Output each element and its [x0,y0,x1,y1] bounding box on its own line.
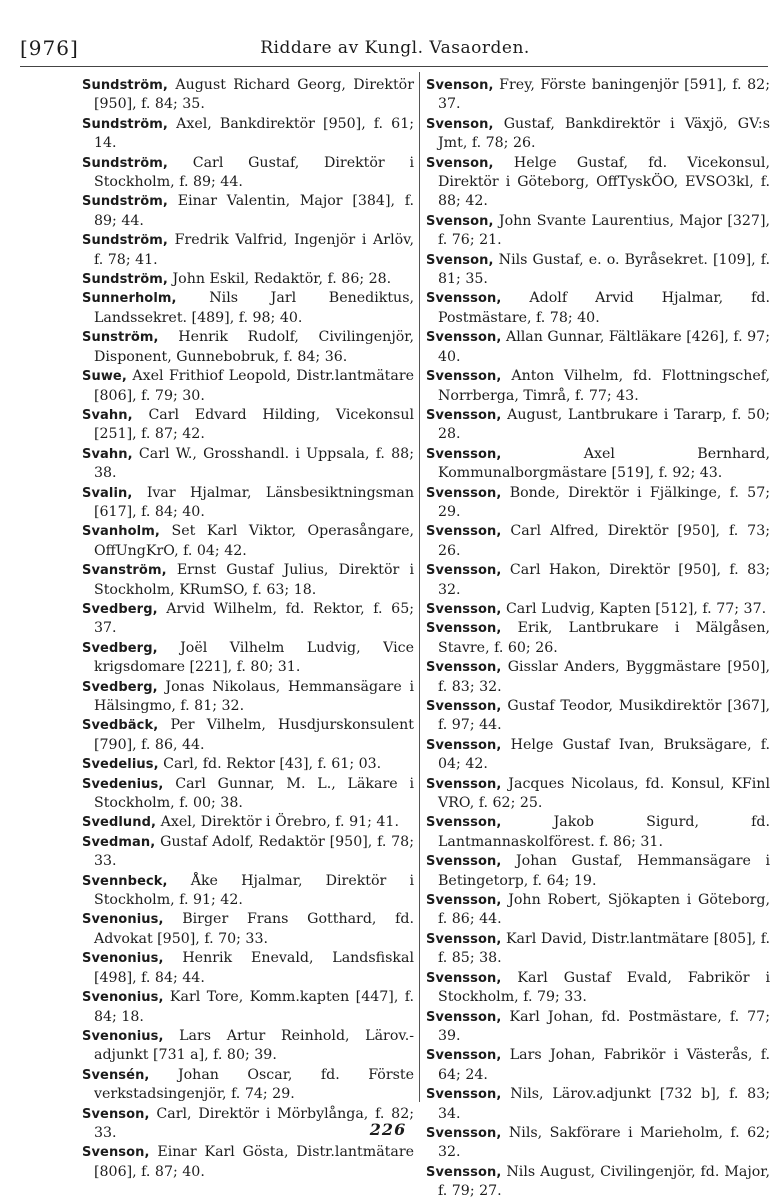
directory-entry [82,639,414,678]
directory-entry [426,1163,770,1202]
entry-details: Set Karl Viktor, Operasångare, OffUngKrO, f. 04; 42. [94,523,414,559]
entry-details: Axel, Direktör i Örebro, f. 91; 41. [160,814,399,831]
entry-surname: Svensson, [426,660,502,676]
entry-surname: Svensson, [426,1164,502,1180]
directory-entry [82,833,414,872]
entry-details: Frey, Förste baningenjör [591], f. 82; 37. [438,77,770,113]
directory-entry [426,930,770,969]
entry-details: Henrik Rudolf, Civilingenjör, Disponent, Gunnebobruk, f. 84; 36. [94,329,414,365]
entry-details: John Eskil, Redaktör, f. 86; 28. [172,271,392,288]
directory-entry [426,154,770,212]
directory-entry [426,522,770,561]
entry-details: Fredrik Valfrid, Ingenjör i Arlöv, f. 78; 41. [94,232,414,268]
page-number: [976] [20,36,79,60]
entry-details: Nils August, Civilingenjör, fd. Major, f. 79; 27. [438,1163,770,1200]
entry-surname: Svenonius, [82,1028,164,1044]
directory-entry [82,289,414,328]
entry-details: Nils Gustaf, e. o. Byråsekret. [109], f. 81; 35. [438,251,770,288]
directory-entry [82,1066,414,1105]
entry-details: Anton Vilhelm, fd. Flottningschef, Norrberga, Timrå, f. 77; 43. [438,368,770,404]
entry-surname: Svensson, [426,1087,502,1103]
entry-surname: Svensson, [426,407,502,423]
entry-details: Karl David, Distr.lantmätare [805], f. f. 85; 38. [438,930,770,967]
directory-entry [426,561,770,600]
directory-entry [426,697,770,736]
entry-surname: Svensson, [426,1125,502,1141]
directory-entry [426,891,770,930]
directory-entry [82,1027,414,1066]
entry-details: Carl, fd. Rektor [43], f. 61; 03. [163,756,382,773]
entry-surname: Svensson, [426,699,502,714]
entry-details: Helge Gustaf Ivan, Bruksägare, f. 04; 42. [438,736,770,773]
directory-entry [82,115,414,154]
entry-surname: Svedlund, [82,815,157,831]
directory-entry [426,775,770,814]
entry-details: Jakob Sigurd, fd. Lantmannaskolförest. f. 86; 31. [438,814,770,850]
entry-surname: Svennbeck, [82,873,168,889]
entry-surname: Svensson, [426,621,502,637]
entry-surname: Svensson, [426,291,502,307]
entry-surname: Svedberg, [82,679,158,695]
directory-entry [82,328,414,367]
entry-details: Helge Gustaf, fd. Vicekonsul, Direktör i Göteborg, OffTyskÖO, EVSO3kl, f. 88; 42. [438,154,770,210]
directory-entry [82,484,414,523]
entry-surname: Svanström, [82,563,167,579]
directory-entry [426,289,770,328]
directory-entry [426,658,770,697]
directory-entry [82,910,414,949]
entry-details: Gustaf Adolf, Redaktör [950], f. 78; 33. [94,833,414,870]
entry-surname: Svedberg, [82,601,158,617]
directory-entry [82,154,414,193]
entry-surname: Svedbäck, [82,718,159,734]
entry-surname: Svenonius, [82,990,164,1006]
entry-details: Allan Gunnar, Fältläkare [426], f. 97; 40. [438,329,770,365]
entry-details: Jonas Nikolaus, Hemmansägare i Hälsingmo, f. 81; 32. [94,678,414,714]
entry-surname: Svensson, [426,970,502,986]
entry-surname: Svahn, [82,446,133,462]
entry-details: Åke Hjalmar, Direktör i Stockholm, f. 91; 42. [94,872,414,909]
directory-entry [82,755,414,774]
directory-entry [426,484,770,523]
directory-entry [82,775,414,814]
directory-entry [426,1046,770,1085]
directory-entry [82,561,414,600]
entry-surname: Svenonius, [82,912,164,928]
entry-surname: Svenson, [82,1106,150,1122]
directory-entry [426,619,770,658]
directory-entry [82,716,414,755]
entry-details: Jacques Nicolaus, fd. Konsul, KFinl VRO, f. 62; 25. [438,775,770,812]
entry-details: Lars Artur Reinhold, Lärov.-adjunkt [731 a], f. 80; 39. [94,1027,414,1064]
directory-entry [426,969,770,1008]
entry-details: Carl Alfred, Direktör [950], f. 73; 26. [438,523,770,559]
directory-entry [426,445,770,484]
entry-surname: Svenson, [426,213,494,229]
entry-details: Birger Frans Gotthard, fd. Advokat [950], f. 70; 33. [94,911,414,947]
entry-surname: Sundström, [82,116,168,132]
header-rule [20,66,768,67]
right-column [426,76,770,1202]
entry-details: John Svante Laurentius, Major [327], f. 76; 21. [438,212,770,249]
entry-details: Gustaf, Bankdirektör i Växjö, GV:s Jmt, f. 78; 26. [438,115,770,152]
entry-surname: Sundström, [82,233,168,249]
entry-details: Carl Hakon, Direktör [950], f. 83; 32. [438,562,770,598]
directory-entry [82,522,414,561]
entry-surname: Sundström, [82,78,168,93]
entry-surname: Svensson, [426,369,502,385]
entry-details: Carl, Direktör i Mörbylånga, f. 82; 33. [94,1105,414,1141]
directory-entry [426,736,770,775]
directory-entry [82,600,414,639]
entry-surname: Svenson, [82,1145,150,1161]
directory-entry [82,76,414,115]
entry-details: Per Vilhelm, Husdjurskonsulent [790], f. 86, 44. [94,717,414,753]
entry-details: Carl Gunnar, M. L., Läkare i Stockholm, f. 00; 38. [94,775,414,812]
entry-details: Axel, Bankdirektör [950], f. 61; 14. [94,115,415,152]
directory-entry [82,270,414,289]
page-header [20,36,770,64]
entry-details: Karl Gustaf Evald, Fabrikör i Stockholm, f. 79; 33. [438,969,770,1006]
entry-surname: Sundström, [82,194,168,210]
column-divider [419,72,420,1102]
entry-surname: Svahn, [82,407,133,423]
left-column [82,76,414,1182]
entry-details: Einar Valentin, Major [384], f. 89; 44. [94,193,415,229]
entry-surname: Svenson, [426,252,494,268]
entry-surname: Svensson, [426,737,502,753]
directory-entry [82,813,414,832]
directory-entry [426,76,770,115]
directory-entry [82,367,414,406]
entry-details: Bonde, Direktör i Fjälkinge, f. 57; 29. [438,484,770,520]
entry-details: Johan Gustaf, Hemmansägare i Betingetorp, f. 64; 19. [438,853,770,889]
entry-details: Johan Oscar, fd. Förste verkstadsingenjör, f. 74; 29. [94,1066,414,1103]
entry-details: Gisslar Anders, Byggmästare [950], f. 83; 32. [438,659,771,695]
directory-entry [82,192,414,231]
entry-surname: Svedberg, [82,640,158,656]
directory-entry [82,406,414,445]
entry-surname: Svensson, [426,776,502,792]
entry-details: Karl Johan, fd. Postmästare, f. 77; 39. [438,1008,770,1044]
directory-entry [426,600,770,619]
entry-surname: Svenonius, [82,951,164,967]
entry-details: Lars Johan, Fabrikör i Västerås, f. 64; 24. [438,1047,771,1083]
directory-entry [426,813,770,852]
entry-surname: Svensson, [426,854,502,870]
directory-entry [82,1143,414,1182]
entry-surname: Svensson, [426,563,502,579]
entry-surname: Svensson, [426,330,502,346]
directory-entry [426,115,770,154]
entry-details: Henrik Enevald, Landsfiskal [498], f. 84; 44. [94,950,414,986]
directory-entry [426,251,770,290]
entry-details: August, Lantbrukare i Tararp, f. 50; 28. [438,406,770,443]
entry-surname: Svensson, [426,601,502,617]
entry-surname: Svensson, [426,931,502,947]
entry-surname: Svensson, [426,524,502,540]
entry-details: Arvid Wilhelm, fd. Rektor, f. 65; 37. [94,600,415,637]
directory-entry [82,872,414,911]
entry-details: Axel Bernhard, Kommunalborgmästare [519], f. 92; 43. [438,445,770,482]
entry-details: Karl Tore, Komm.kapten [447], f. 84; 18. [94,989,414,1025]
entry-details: Nils Jarl Benediktus, Landssekret. [489], f. 98; 40. [94,290,414,326]
directory-entry [82,678,414,717]
entry-surname: Suwe, [82,369,127,385]
entry-surname: Svensson, [426,446,502,462]
directory-entry [426,406,770,445]
entry-surname: Svensson, [426,1048,502,1064]
entry-surname: Svensson, [426,485,502,501]
entry-surname: Sundström, [82,155,168,171]
entry-details: Carl Edvard Hilding, Vicekonsul [251], f. 87; 42. [94,406,415,443]
entry-surname: Svensson, [426,893,502,909]
entry-surname: Svedelius, [82,757,159,773]
entry-details: John Robert, Sjökapten i Göteborg, f. 86; 44. [438,892,771,928]
entry-details: Gustaf Teodor, Musikdirektör [367], f. 97; 44. [438,698,770,734]
entry-surname: Svalin, [82,485,133,501]
directory-entry [426,367,770,406]
entry-details: Joël Vilhelm Ludvig, Vice krigsdomare [221], f. 80; 31. [94,639,414,676]
entry-details: Carl W., Grosshandl. i Uppsala, f. 88; 38. [94,445,414,482]
entry-surname: Svedman, [82,834,156,850]
directory-entry [426,212,770,251]
entry-surname: Sunnerholm, [82,291,177,307]
entry-details: August Richard Georg, Direktör [950], f. 84; 35. [94,77,414,113]
entry-surname: Sundström, [82,272,168,288]
entry-details: Carl Gustaf, Direktör i Stockholm, f. 89; 44. [94,154,414,191]
entry-surname: Svedenius, [82,776,164,792]
directory-entry [82,988,414,1027]
running-title: Riddare av Kungl. Vasaorden. [260,38,530,58]
entry-details: Nils, Sakförare i Marieholm, f. 62; 32. [438,1124,770,1161]
entry-details: Ivar Hjalmar, Länsbesiktningsman [617], f. 84; 40. [94,484,414,520]
directory-entry [82,231,414,270]
entry-surname: Svenson, [426,116,494,132]
entry-details: Axel Frithiof Leopold, Distr.lantmätare [806], f. 79; 30. [94,368,414,404]
entry-details: Adolf Arvid Hjalmar, fd. Postmästare, f. 78; 40. [438,290,770,326]
entry-details: Ernst Gustaf Julius, Direktör i Stockholm, KRumSO, f. 63; 18. [94,562,414,598]
directory-entry [82,445,414,484]
directory-entry [426,1085,770,1124]
entry-details: Carl Ludvig, Kapten [512], f. 77; 37. [505,600,767,617]
entry-surname: Svensén, [82,1067,150,1083]
entry-details: Nils, Lärov.adjunkt [732 b], f. 83; 34. [438,1086,771,1122]
entry-surname: Svenson, [426,78,494,93]
entry-details: Einar Karl Gösta, Distr.lantmätare [806], f. 87; 40. [94,1144,414,1180]
entry-surname: Svanholm, [82,524,160,540]
footer-page-number: 226 [369,1120,407,1139]
entry-surname: Svensson, [426,815,502,831]
entry-surname: Svenson, [426,155,494,171]
entry-details: Erik, Lantbrukare i Mälgåsen, Stavre, f. 60; 26. [438,620,770,656]
directory-entry [426,1008,770,1047]
directory-entry [426,852,770,891]
entry-surname: Svensson, [426,1009,502,1025]
directory-entry [82,949,414,988]
directory-entry [426,328,770,367]
entry-surname: Sunström, [82,330,159,346]
